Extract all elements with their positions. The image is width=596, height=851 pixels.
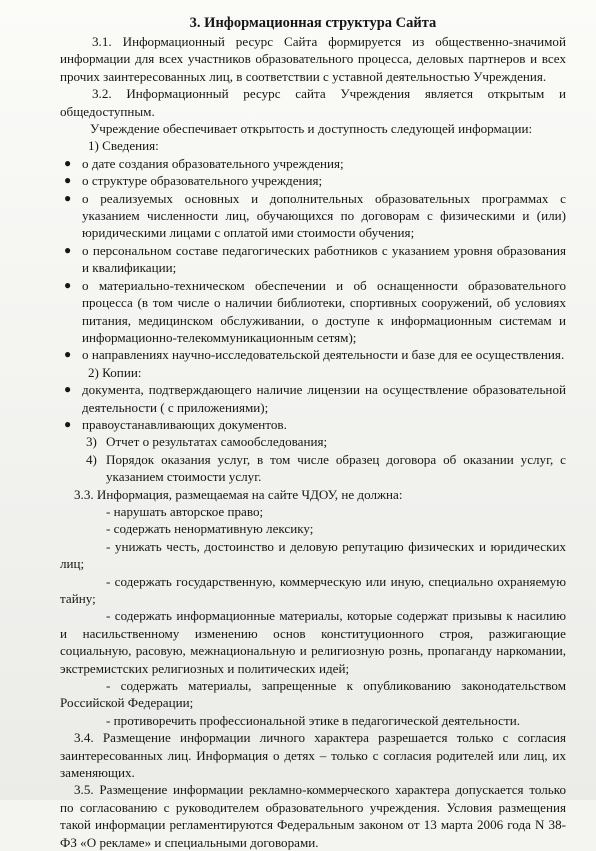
list-item: - содержать информационные материалы, которые содержат призывы к насилию и насильственному изменению основ конституционного строя, разжигающие социальную, расовую, межнациональную и религиозную рознь, пропаганду наркомании, экстремистских религиозных и политических идей; xyxy=(60,608,566,676)
paragraph-3-4: 3.4. Размещение информации личного характера разрешается только с согласия заинтересованных лиц. Информация о детях – только с согласия родителей или лиц, их заменяющих. xyxy=(60,730,566,781)
info-list xyxy=(60,155,566,364)
list-item: ● о материально-техническом обеспечении и об оснащенности образовательного процесса (в том числе о наличии библиотеки, спортивных сооружений, об условиях питания, медицинском обслуживании, о доступе к информационным системам и информационно-телекоммуникационным сетям); xyxy=(64,277,566,345)
list-item: ● о структуре образовательного учреждения; xyxy=(64,173,323,189)
list-item: 3) Отчет о результатах самообследования; xyxy=(86,434,328,450)
list-item: 4) Порядок оказания услуг, в том числе образец договора об оказании услуг, с указанием стоимости услуг. xyxy=(86,451,566,485)
bullet-icon: ● xyxy=(64,382,72,397)
bullet-icon: ● xyxy=(64,347,72,362)
numbered-list xyxy=(60,433,566,485)
paragraph-3-2: 3.2. Информационный ресурс сайта Учреждения является открытым и общедоступным. xyxy=(60,86,566,119)
list-item: ● о дате создания образовательного учреждения; xyxy=(64,155,344,171)
list-item: ● документа, подтверждающего наличие лицензии на осуществление образовательной деятельности ( с приложениями); xyxy=(64,382,566,415)
paragraph-3-1: 3.1. Информационный ресурс Сайта формируется из общественно-значимой информации для всех участников образовательного процесса, деловых партнеров и всех прочих заинтересованных лиц, в соответствии с уставной деятельностью Учреждения. xyxy=(60,34,566,84)
bullet-icon: ● xyxy=(64,173,72,188)
paragraph-3-2-intro: Учреждение обеспечивает открытость и доступность следующей информации: xyxy=(90,121,533,137)
restrictions-list xyxy=(60,503,566,729)
list-item: - нарушать авторское право; xyxy=(106,503,264,519)
list-item: - содержать ненормативную лексику; xyxy=(106,521,314,537)
copies-list xyxy=(60,381,566,433)
copies-heading: 2) Копии: xyxy=(88,364,142,380)
list-item: ● правоустанавливающих документов. xyxy=(64,416,287,432)
bullet-icon: ● xyxy=(64,277,72,292)
paragraph-3-5: 3.5. Размещение информации рекламно-коммерческого характера допускается только по согласованию с руководителем образовательного учреждения. Условия размещения такой информации регламентируются Федеральным законом от 13 марта 2006 года N 38-ФЗ «О рекламе» и специальными договорами. xyxy=(60,782,566,850)
list-item: - унижать честь, достоинство и деловую репутацию физических и юридических лиц; xyxy=(60,538,566,572)
list-item: - противоречить профессиональной этике в педагогической деятельности. xyxy=(106,712,520,728)
list-item: - содержать материалы, запрещенные к опубликованию законодательством Российской Федерации; xyxy=(60,678,566,711)
list-item: ● о персональном составе педагогических работников с указанием уровня образования и квалификации; xyxy=(64,242,566,276)
bullet-icon: ● xyxy=(64,416,72,431)
list-item: ● о направлениях научно-исследовательской деятельности и базе для ее осуществления. xyxy=(64,347,565,363)
list-item: ● о реализуемых основных и дополнительных образовательных программах с указанием численности лиц, обучающихся по договорам с физическими и (или) юридическими лицами с оплатой ими стоимости обучения; xyxy=(64,190,566,241)
info-heading: 1) Сведения: xyxy=(88,138,159,154)
paragraph-3-3: 3.3. Информация, размещаемая на сайте ЧДОУ, не должна: xyxy=(74,486,403,502)
bullet-icon: ● xyxy=(64,242,72,257)
list-item: - содержать государственную, коммерческую или иную, специально охраняемую тайну; xyxy=(60,573,566,606)
bullet-icon: ● xyxy=(64,190,72,205)
section-title: 3. Информационная структура Сайта xyxy=(189,15,437,31)
bullet-icon: ● xyxy=(64,155,72,170)
